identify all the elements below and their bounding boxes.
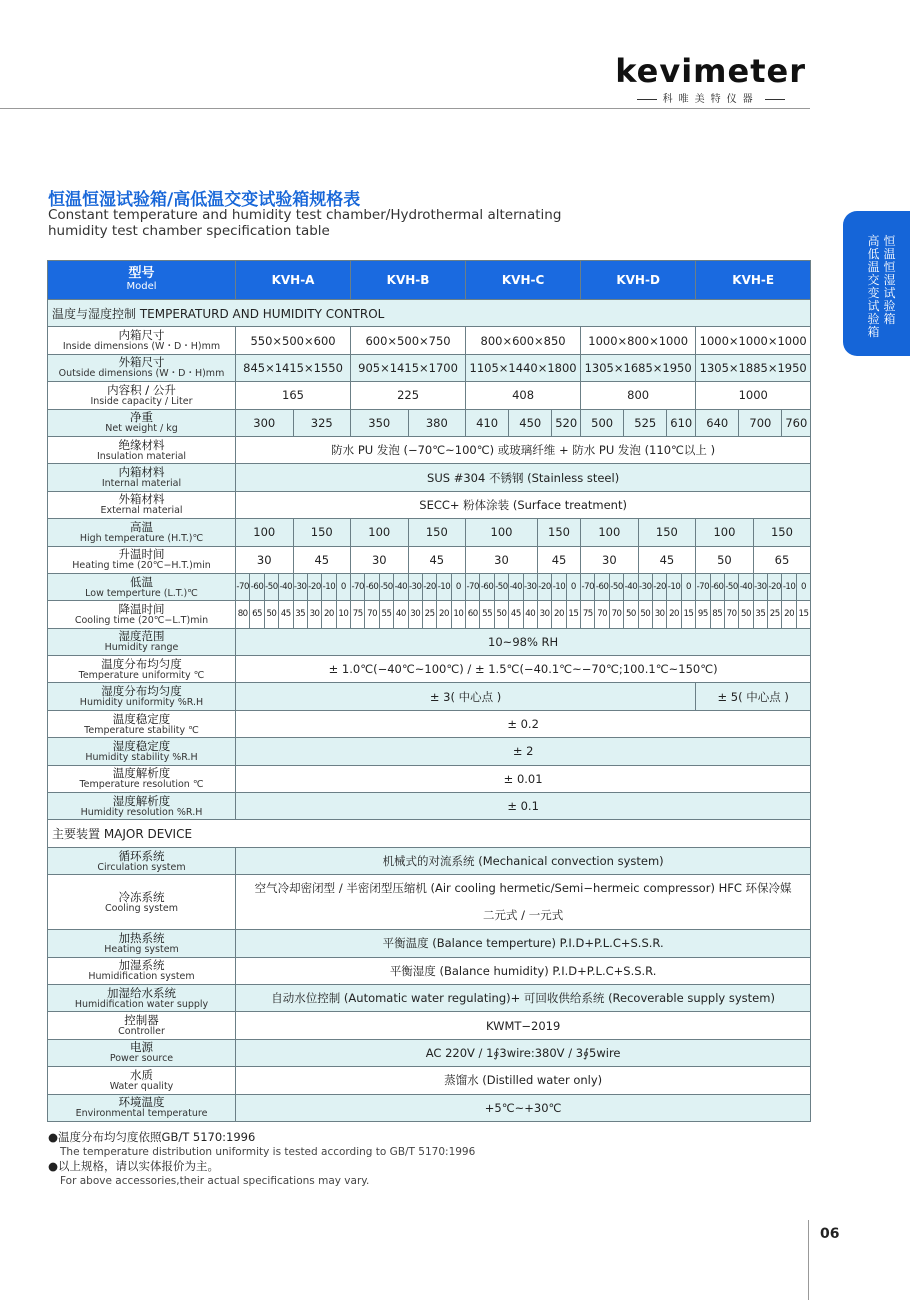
value-cell: -60 <box>250 573 264 600</box>
row-label-en: Net weight / kg <box>105 423 178 435</box>
title-english: Constant temperature and humidity test chamber/Hydrothermal alternating humidity test chamber specification table <box>48 207 562 239</box>
row-label-en: Humidity range <box>104 642 179 654</box>
row-label-en: Heating time (20℃−H.T.)min <box>72 560 211 572</box>
value-cell: 0 <box>796 573 810 600</box>
header-model <box>48 261 236 300</box>
row-temp_uniformity <box>48 656 811 683</box>
row-label-zh: 内箱尺寸 <box>118 328 165 343</box>
row-label-en: Temperature resolution ℃ <box>79 779 204 791</box>
value-cell: 50 <box>638 601 652 628</box>
row-label-temp_uniformity <box>48 656 236 683</box>
note-1-en: The temperature distribution uniformity is tested according to GB/T 5170:1996 <box>60 1145 476 1158</box>
row-label-env_temp <box>48 1094 236 1121</box>
row-label-cooling <box>48 875 236 930</box>
row-label-zh: 温度解析度 <box>112 766 171 781</box>
value-cell: SECC+ 粉体涂装 (Surface treatment) <box>236 491 811 518</box>
row-hum_stability <box>48 738 811 765</box>
value-cell: 150 <box>537 519 580 546</box>
row-label-zh: 温度稳定度 <box>112 711 171 726</box>
row-temp_resolution <box>48 765 811 792</box>
value-cell: 机械式的对流系统 (Mechanical convection system) <box>236 847 811 874</box>
value-cell: 45 <box>408 546 466 573</box>
row-label-en: Temperature uniformity ℃ <box>78 669 205 681</box>
row-power <box>48 1039 811 1066</box>
value-cell: 30 <box>466 546 538 573</box>
cooling-line-2: 二元式 / 一元式 <box>483 908 564 923</box>
row-label-circulation <box>48 847 236 874</box>
row-label-zh: 升温时间 <box>118 547 165 562</box>
row-temp_stability <box>48 710 811 737</box>
value-cell: 800×600×850 <box>466 327 581 354</box>
note-2-zh: ●以上规格，请以实体报价为主。 <box>48 1159 220 1173</box>
row-label-zh: 环境温度 <box>118 1095 165 1110</box>
row-label-en: Cooling system <box>105 902 178 914</box>
value-cell: -70 <box>351 573 365 600</box>
row-label-heating <box>48 930 236 957</box>
side-tab-text-2: 高低温交变试验箱 <box>867 234 880 339</box>
value-cell: 60 <box>466 601 480 628</box>
row-label-hum_uniformity <box>48 683 236 710</box>
value-cell: -40 <box>739 573 753 600</box>
value-cell: 65 <box>753 546 811 573</box>
value-cell: 35 <box>753 601 767 628</box>
row-water <box>48 1067 811 1094</box>
row-label-inside <box>48 327 236 354</box>
value-cell: -50 <box>379 573 393 600</box>
value-cell: 520 <box>552 409 581 436</box>
value-cell: -20 <box>307 573 321 600</box>
row-label-en: Humidity uniformity %R.H <box>79 697 204 709</box>
value-cell: 30 <box>537 601 551 628</box>
value-cell: 760 <box>782 409 811 436</box>
row-label-water <box>48 1067 236 1094</box>
value-cell: 65 <box>250 601 264 628</box>
row-low_temp <box>48 573 811 600</box>
row-label-zh: 高温 <box>130 519 153 534</box>
value-cell-cooling <box>236 875 811 930</box>
value-cell: 自动水位控制 (Automatic water regulating)+ 可回收供给系统 (Recoverable supply system) <box>236 984 811 1011</box>
header-model-zh: 型号 <box>128 266 155 281</box>
row-high_temp <box>48 519 811 546</box>
row-label-en: Water quality <box>109 1080 174 1092</box>
value-cell: -50 <box>264 573 278 600</box>
value-cell: 20 <box>667 601 681 628</box>
row-label-low_temp <box>48 573 236 600</box>
brand-logo <box>615 54 806 105</box>
value-cell: 10~98% RH <box>236 628 811 655</box>
section-temp-humidity <box>48 300 811 327</box>
row-label-zh: 控制器 <box>124 1013 159 1028</box>
value-cell: -70 <box>696 573 710 600</box>
row-label-zh: 湿度稳定度 <box>112 738 171 753</box>
value-cell: 40 <box>394 601 408 628</box>
row-label-en: Cooling time (20℃−L.T)min <box>74 614 209 626</box>
row-controller <box>48 1012 811 1039</box>
row-label-zh: 外箱尺寸 <box>118 355 165 370</box>
value-cell: 30 <box>307 601 321 628</box>
value-cell: 905×1415×1700 <box>351 354 466 381</box>
row-inside <box>48 327 811 354</box>
row-label-internal <box>48 464 236 491</box>
value-cell: 45 <box>537 546 580 573</box>
value-cell: -40 <box>624 573 638 600</box>
value-cell: KWMT−2019 <box>236 1012 811 1039</box>
value-cell: 165 <box>236 382 351 409</box>
side-tab-text-1: 恒温恒湿试验箱 <box>883 234 896 326</box>
value-cell: -10 <box>322 573 336 600</box>
value-cell: -10 <box>437 573 451 600</box>
row-label-zh: 内箱材料 <box>118 465 165 480</box>
value-cell: -20 <box>652 573 666 600</box>
row-label-en: External material <box>100 505 183 517</box>
row-label-zh: 湿度解析度 <box>112 793 171 808</box>
row-label-en: Inside dimensions (W・D・H)mm <box>62 341 221 353</box>
section-major-device <box>48 820 811 847</box>
row-label-controller <box>48 1012 236 1039</box>
value-cell: ± 2 <box>236 738 811 765</box>
value-cell: 55 <box>480 601 494 628</box>
value-cell: 30 <box>408 601 422 628</box>
row-label-zh: 湿度范围 <box>118 629 165 644</box>
value-cell: -40 <box>509 573 523 600</box>
value-cell: 45 <box>638 546 696 573</box>
row-label-hum_stability <box>48 738 236 765</box>
page-number-divider <box>808 1220 809 1300</box>
row-humidity_range <box>48 628 811 655</box>
value-cell: 350 <box>351 409 409 436</box>
value-cell: 平衡温度 (Balance temperture) P.I.D+P.L.C+S.S.R. <box>236 930 811 957</box>
value-cell: 1000×800×1000 <box>581 327 696 354</box>
value-cell: -30 <box>523 573 537 600</box>
row-label-zh: 湿度分布均匀度 <box>101 684 182 699</box>
header-divider <box>0 108 810 109</box>
value-cell: 700 <box>739 409 782 436</box>
value-cell: 100 <box>351 519 409 546</box>
value-cell: 20 <box>437 601 451 628</box>
row-label-zh: 加湿系统 <box>118 958 165 973</box>
value-cell: 45 <box>279 601 293 628</box>
row-label-zh: 温度分布均匀度 <box>101 656 182 671</box>
value-cell: 70 <box>365 601 379 628</box>
value-cell: 408 <box>466 382 581 409</box>
header-model-name: KVH-D <box>581 261 696 300</box>
value-cell: 30 <box>581 546 639 573</box>
value-cell: 1000×1000×1000 <box>696 327 811 354</box>
value-cell: 85 <box>710 601 724 628</box>
row-label-power <box>48 1039 236 1066</box>
value-cell: 0 <box>681 573 695 600</box>
row-label-zh: 绝缘材料 <box>118 437 165 452</box>
row-cooling <box>48 875 811 930</box>
cooling-line-1: 空气冷却密闭型 / 半密闭型压缩机 (Air cooling hermetic/Semi−hermeic compressor) HFC 环保冷媒 <box>254 881 792 896</box>
value-cell: ± 0.01 <box>236 765 811 792</box>
value-cell: 50 <box>264 601 278 628</box>
row-label-water_supply <box>48 984 236 1011</box>
value-cell: +5℃~+30℃ <box>236 1094 811 1121</box>
value-cell: 600×500×750 <box>351 327 466 354</box>
row-label-humidity_range <box>48 628 236 655</box>
row-label-zh: 低温 <box>130 574 153 589</box>
value-cell: 20 <box>782 601 796 628</box>
row-label-insulation <box>48 436 236 463</box>
value-cell: 40 <box>523 601 537 628</box>
value-cell: -30 <box>753 573 767 600</box>
row-label-humidification <box>48 957 236 984</box>
row-label-zh: 电源 <box>130 1040 153 1055</box>
value-cell: 50 <box>624 601 638 628</box>
value-cell: -70 <box>581 573 595 600</box>
value-cell: 550×500×600 <box>236 327 351 354</box>
value-cell: 25 <box>768 601 782 628</box>
value-cell: 380 <box>408 409 466 436</box>
value-cell: 1305×1885×1950 <box>696 354 811 381</box>
value-cell: ± 1.0℃(−40℃~100℃) / ± 1.5℃(−40.1℃~−70℃;100.1℃~150℃) <box>236 656 811 683</box>
row-water_supply <box>48 984 811 1011</box>
value-cell: -50 <box>494 573 508 600</box>
header-model-name: KVH-B <box>351 261 466 300</box>
value-cell: -20 <box>422 573 436 600</box>
header-model-name: KVH-A <box>236 261 351 300</box>
value-cell: 30 <box>236 546 294 573</box>
value-cell: 150 <box>408 519 466 546</box>
row-label-en: Low temperture (L.T.)℃ <box>85 587 198 599</box>
row-hum_resolution <box>48 793 811 820</box>
value-cell: ± 0.1 <box>236 793 811 820</box>
row-label-en: Humidification system <box>88 971 195 983</box>
row-circulation <box>48 847 811 874</box>
row-label-zh: 外箱材料 <box>118 492 165 507</box>
row-label-temp_resolution <box>48 765 236 792</box>
notes <box>48 1130 475 1188</box>
row-label-zh: 净重 <box>130 410 153 425</box>
row-capacity <box>48 382 811 409</box>
value-cell: -40 <box>394 573 408 600</box>
value-cell: 800 <box>581 382 696 409</box>
row-label-outside <box>48 354 236 381</box>
value-cell: 325 <box>293 409 351 436</box>
row-hum_uniformity <box>48 683 811 710</box>
value-cell: 15 <box>566 601 580 628</box>
header-model-name: KVH-E <box>696 261 811 300</box>
brand-name: kevimeter <box>615 52 806 90</box>
row-env_temp <box>48 1094 811 1121</box>
value-cell: 50 <box>739 601 753 628</box>
row-insulation <box>48 436 811 463</box>
value-cell: 35 <box>293 601 307 628</box>
row-heating_time <box>48 546 811 573</box>
row-label-heating_time <box>48 546 236 573</box>
value-cell: 75 <box>581 601 595 628</box>
value-cell: -50 <box>609 573 623 600</box>
header-row <box>48 261 811 300</box>
row-label-en: Humidity stability %R.H <box>85 751 198 763</box>
value-cell: 70 <box>595 601 609 628</box>
row-label-zh: 冷冻系统 <box>118 889 165 904</box>
row-label-en: Inside capacity / Liter <box>90 395 193 407</box>
value-cell: -10 <box>667 573 681 600</box>
row-label-en: High temperature (H.T.)℃ <box>79 532 204 544</box>
value-cell: 防水 PU 发泡 (−70℃~100℃) 或玻璃纤维 + 防水 PU 发泡 (110℃以上 ) <box>236 436 811 463</box>
brand-subtitle: 科唯美特仪器 <box>615 90 806 105</box>
value-cell: 75 <box>351 601 365 628</box>
value-cell: 100 <box>466 519 538 546</box>
row-label-hum_resolution <box>48 793 236 820</box>
value-cell: -50 <box>724 573 738 600</box>
value-cell: 100 <box>581 519 639 546</box>
row-label-en: Insulation material <box>96 450 187 462</box>
value-cell: 10 <box>336 601 350 628</box>
value-cell: -60 <box>365 573 379 600</box>
value-cell: ± 3( 中心点 ) <box>236 683 696 710</box>
value-cell: 15 <box>681 601 695 628</box>
value-cell: 845×1415×1550 <box>236 354 351 381</box>
value-cell: 0 <box>451 573 465 600</box>
header-model-en: Model <box>126 281 157 292</box>
value-cell: 15 <box>796 601 810 628</box>
value-cell: -10 <box>552 573 566 600</box>
value-cell: 80 <box>236 601 250 628</box>
value-cell: 450 <box>509 409 552 436</box>
row-label-en: Temperature stability ℃ <box>84 724 199 736</box>
value-cell: 1105×1440×1800 <box>466 354 581 381</box>
row-label-en: Outside dimensions (W・D・H)mm <box>58 368 225 380</box>
value-cell: 610 <box>667 409 696 436</box>
value-cell: -70 <box>466 573 480 600</box>
value-cell: -20 <box>768 573 782 600</box>
value-cell: 10 <box>451 601 465 628</box>
note-2-en: For above accessories,their actual specifications may vary. <box>60 1174 370 1187</box>
value-cell: 20 <box>552 601 566 628</box>
row-label-en: Humidification water supply <box>74 998 209 1010</box>
value-cell: -30 <box>408 573 422 600</box>
row-label-en: Internal material <box>101 478 182 490</box>
value-cell: -60 <box>595 573 609 600</box>
row-label-en: Humidity resolution %R.H <box>80 806 203 818</box>
row-label-en: Environmental temperature <box>75 1108 208 1120</box>
value-cell: -60 <box>710 573 724 600</box>
row-label-zh: 内容积 / 公升 <box>107 382 176 397</box>
value-cell: 30 <box>351 546 409 573</box>
value-cell: 225 <box>351 382 466 409</box>
value-cell: 640 <box>696 409 739 436</box>
value-cell: 30 <box>652 601 666 628</box>
row-label-en: Circulation system <box>97 861 186 873</box>
value-cell: -20 <box>537 573 551 600</box>
section-major-device-title: 主要装置 MAJOR DEVICE <box>48 820 811 847</box>
value-cell: 70 <box>724 601 738 628</box>
row-heating <box>48 930 811 957</box>
value-cell: 45 <box>509 601 523 628</box>
value-cell: -30 <box>293 573 307 600</box>
value-cell: -70 <box>236 573 250 600</box>
value-cell: 平衡湿度 (Balance humidity) P.I.D+P.L.C+S.S.R. <box>236 957 811 984</box>
row-outside <box>48 354 811 381</box>
row-label-external <box>48 491 236 518</box>
value-cell: 25 <box>422 601 436 628</box>
value-cell: 150 <box>638 519 696 546</box>
value-cell: AC 220V / 1∮3wire:380V / 3∮5wire <box>236 1039 811 1066</box>
row-label-capacity <box>48 382 236 409</box>
row-label-en: Power source <box>109 1053 174 1065</box>
row-label-en: Controller <box>118 1026 165 1038</box>
value-cell: 55 <box>379 601 393 628</box>
row-label-zh: 加湿给水系统 <box>107 985 176 1000</box>
row-label-zh: 水质 <box>130 1067 153 1082</box>
value-cell: 1000 <box>696 382 811 409</box>
value-cell: ± 5( 中心点 ) <box>696 683 811 710</box>
value-cell: -60 <box>480 573 494 600</box>
row-internal <box>48 464 811 491</box>
value-cell: 50 <box>494 601 508 628</box>
value-cell: 150 <box>753 519 811 546</box>
value-cell: -40 <box>279 573 293 600</box>
value-cell: 20 <box>322 601 336 628</box>
value-cell: 0 <box>336 573 350 600</box>
value-cell: 300 <box>236 409 294 436</box>
row-cooling_time <box>48 601 811 628</box>
spec-table <box>47 260 811 1122</box>
row-label-zh: 降温时间 <box>118 601 165 616</box>
value-cell: -10 <box>782 573 796 600</box>
value-cell: 100 <box>236 519 294 546</box>
row-label-zh: 循环系统 <box>118 848 165 863</box>
row-label-temp_stability <box>48 710 236 737</box>
value-cell: 150 <box>293 519 351 546</box>
row-weight <box>48 409 811 436</box>
side-tab <box>843 211 910 356</box>
row-label-zh: 加热系统 <box>118 930 165 945</box>
value-cell: 70 <box>609 601 623 628</box>
value-cell: 1305×1685×1950 <box>581 354 696 381</box>
row-label-cooling_time <box>48 601 236 628</box>
value-cell: 500 <box>581 409 624 436</box>
value-cell: SUS #304 不锈钢 (Stainless steel) <box>236 464 811 491</box>
section-temp-humidity-title: 温度与湿度控制 TEMPERATURD AND HUMIDITY CONTROL <box>48 300 811 327</box>
note-1-zh: ●温度分布均匀度依照GB/T 5170:1996 <box>48 1130 256 1144</box>
value-cell: ± 0.2 <box>236 710 811 737</box>
value-cell: 525 <box>624 409 667 436</box>
row-label-en: Heating system <box>104 943 179 955</box>
value-cell: 95 <box>696 601 710 628</box>
value-cell: 50 <box>696 546 754 573</box>
value-cell: 45 <box>293 546 351 573</box>
row-label-high_temp <box>48 519 236 546</box>
value-cell: 0 <box>566 573 580 600</box>
header-model-name: KVH-C <box>466 261 581 300</box>
value-cell: 100 <box>696 519 754 546</box>
row-label-weight <box>48 409 236 436</box>
value-cell: 蒸馏水 (Distilled water only) <box>236 1067 811 1094</box>
value-cell: -30 <box>638 573 652 600</box>
page-number: 06 <box>820 1226 840 1242</box>
value-cell: 410 <box>466 409 509 436</box>
row-humidification <box>48 957 811 984</box>
row-external <box>48 491 811 518</box>
title-chinese: 恒温恒湿试验箱/高低温交变试验箱规格表 <box>48 190 361 210</box>
